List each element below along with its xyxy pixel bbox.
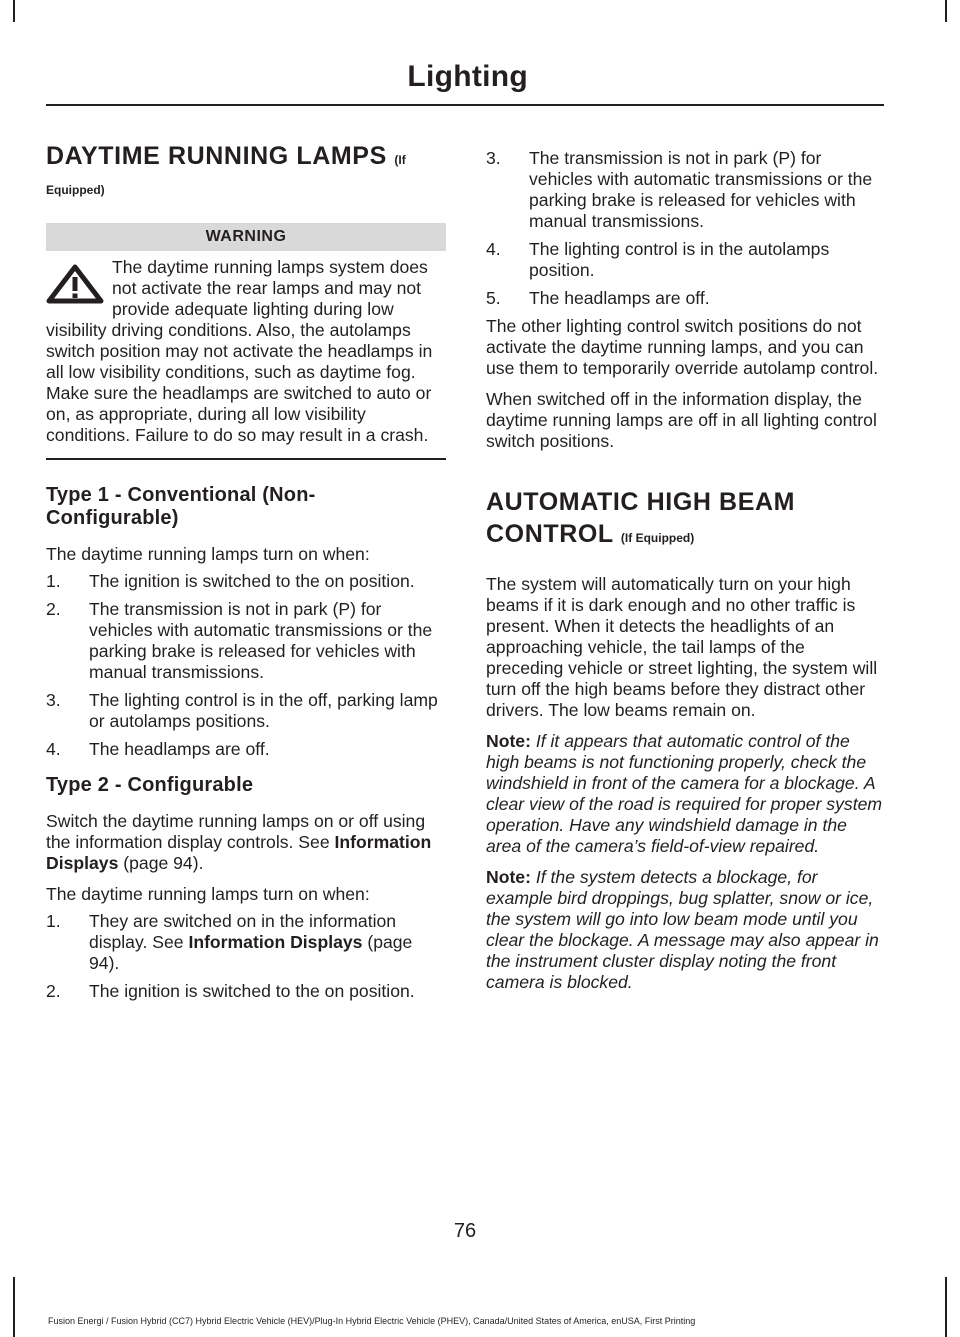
left-column (46, 140, 446, 1009)
switched-off-paragraph: When switched off in the information display, the daytime running lamps are off in all lighting control switch positions. (486, 389, 877, 451)
list-item: 3. The lighting control is in the off, parking lamp or autolamps positions. (46, 690, 438, 731)
warning-box (46, 257, 446, 446)
type1-list (46, 571, 446, 760)
information-displays-link[interactable]: Information Displays (46, 832, 432, 873)
type2-intro: The daytime running lamps turn on when: (46, 884, 370, 904)
override-paragraph: The other lighting control switch positions do not activate the daytime running lamps, and you can use them to temporarily override autolamp control. (486, 316, 879, 378)
page-number: 76 (453, 1220, 477, 1242)
list-item: 4. The headlamps are off. (46, 739, 270, 759)
drl-heading-equipped: Equipped) (46, 183, 105, 197)
right-column (486, 148, 886, 993)
crop-mark-top-right (945, 0, 947, 22)
information-displays-link[interactable]: Information Displays (188, 932, 363, 952)
note-camera-blockage: Note: If it appears that automatic control of the high beams is not functioning properly, check the windshield in front of the camera for a blockage. A clear view of the road is required for proper system operation. Have any windshield damage in the area of the camera’s field-of-view repaired. (486, 731, 883, 856)
crop-mark-bottom-right (945, 1277, 947, 1337)
warning-triangle-icon (46, 263, 104, 305)
header-rule (46, 104, 884, 106)
list-item: 1. They are switched on in the information display. See Information Displays (page 94). (46, 911, 413, 973)
ahb-heading: AUTOMATIC HIGH BEAM CONTROL (If Equipped) (486, 488, 796, 548)
ahb-paragraph: The system will automatically turn on your high beams if it is dark enough and no other traffic is present. When it detects the headlights of an approaching vehicle, the tail lamps of the preceding vehicle or street lighting, the system will turn off the high beams before they distract other drivers. The low beams remain on. (486, 574, 878, 720)
list-item: 2. The transmission is not in park (P) for vehicles with automatic transmissions or the parking brake is released for vehicles with manual transmissions. (46, 599, 433, 682)
page-title: Lighting (407, 60, 528, 93)
footer-text: Fusion Energi / Fusion Hybrid (CC7) Hybrid Electric Vehicle (HEV)/Plug-In Hybrid Electric Vehicle (PHEV), Canada/United States of America, enUSA, First Printing (48, 1316, 696, 1326)
type1-intro: The daytime running lamps turn on when: (46, 544, 370, 564)
list-item: 2. The ignition is switched to the on position. (46, 981, 415, 1001)
crop-mark-top-left (13, 0, 15, 22)
type2-heading: Type 2 - Configurable (46, 774, 254, 796)
type2-list (46, 911, 446, 1002)
warning-label: WARNING (46, 223, 446, 251)
drl-heading: DAYTIME RUNNING LAMPS (If (46, 142, 406, 170)
crop-mark-bottom-left (13, 1277, 15, 1337)
type1-heading: Type 1 - Conventional (Non-Configurable) (46, 484, 316, 529)
type2-paragraph: Switch the daytime running lamps on or off using the information display controls. See Information Displays (page 94). (46, 811, 432, 873)
list-item: 4. The lighting control is in the autolamps position. (486, 239, 830, 280)
warning-divider (46, 458, 446, 460)
type2-list-continued (486, 148, 886, 309)
list-item: 3. The transmission is not in park (P) for vehicles with automatic transmissions or the parking brake is released for vehicles with manual transmissions. (486, 148, 873, 231)
note-system-blockage: Note: If the system detects a blockage, for example bird droppings, bug splatter, snow or ice, the system will go into low beam mode until you clear the blockage. A message may also appear in the instrument cluster display noting the front camera is blocked. (486, 867, 879, 992)
list-item: 5. The headlamps are off. (486, 288, 710, 308)
list-item: 1. The ignition is switched to the on position. (46, 571, 415, 591)
warning-text: The daytime running lamps system does not activate the rear lamps and may not provide adequate lighting during low visibility driving conditions. Also, the autolamps switch position may not activate the headlamps in all low visibility conditions, such as daytime fog. Make sure the headlamps are switched to auto or on, as appropriate, during all low visibility conditions. Failure to do so may result in a crash. (46, 257, 433, 445)
